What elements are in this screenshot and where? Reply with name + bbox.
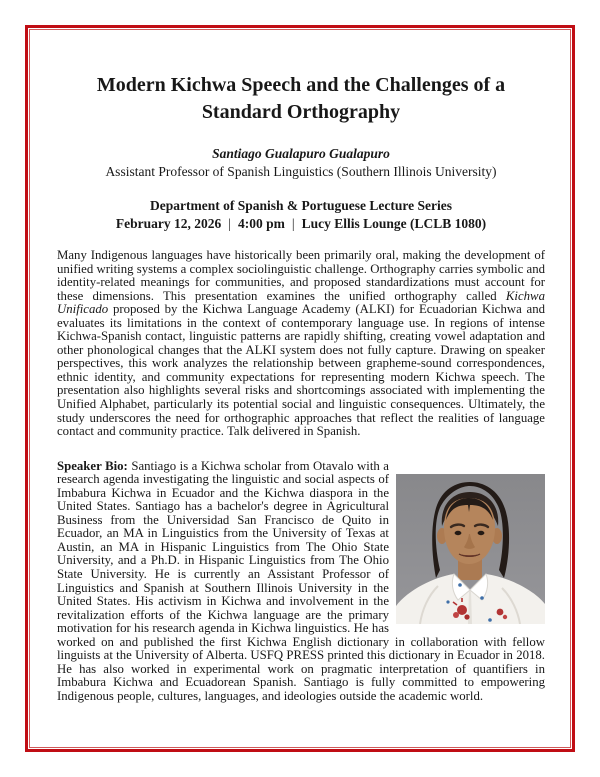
abstract-paragraph [57,249,545,439]
bio-label: Speaker Bio: [57,458,128,473]
event-location: Lucy Ellis Lounge (LCLB 1080) [301,215,487,231]
event-time: 4:00 pm [237,215,285,231]
eye-left [455,530,462,534]
flyer-content [57,64,545,704]
speaker-affiliation: Assistant Professor of Spanish Linguistics (Southern Illinois University) [105,163,497,179]
abstract-text-continued: proposed by the Kichwa Language Academy (ALKI) for Ecuadorian Kichwa and evaluates its limitations in the context of contemporary language use. In regions of intense Kichwa-Spanish contact, linguistic patterns are rapidly shifting, creating vowel adaptation and other phonological changes that the ALKI system does not fully capture. Drawing on speaker perspectives, this work analyzes the relationship between grapheme-sound correspondences, ethnic identity, and community expectations for representing modern Kichwa speech. The presentation also highlights several risks and shortcomings associated with implementing the Unified Alphabet, particularly its potential social and linguistic consequences. Ultimately, the study underscores the need for orthographic approaches that reflect the realities of language contact and community practice. Talk delivered in Spanish. [57,302,545,439]
speaker-photo [396,474,545,624]
event-block [57,197,545,232]
separator-bar: | [228,215,231,231]
abstract-text: Many Indigenous languages have historically been primarily oral, making the development of unified writing systems a complex sociolinguistic challenge. Orthography carries symbolic and identity-related meanings for communities, and proposed standardizations must account for these dimensions. This presentation examines the unified orthography called [57,248,545,303]
separator-bar: | [291,215,295,231]
speaker-block [57,145,545,180]
speaker-bio-section [57,460,545,704]
speaker-name: Santiago Gualapuro Gualapuro [212,146,390,161]
lecture-series-title: Department of Spanish & Portuguese Lecture Series [150,198,452,213]
page-title: Modern Kichwa Speech and the Challenges of a Standard Orthography [96,74,506,123]
abstract-italic-phrase: Kichwa Unificado [57,288,545,317]
eye-right [478,530,485,534]
event-date: February 12, 2026 [115,215,222,231]
event-datetime-line [57,215,545,233]
bio-text: Santiago is a Kichwa scholar from Otavalo with a research agenda investigating the linguistic and social aspects of Imbabura Kichwa in Ecuador and the Kichwa diaspora in the United States. Santiago has a bachelor's degree in Agricultural Business from the Universidad San Francisco de Quito in Ecuador, an MA in Linguistics from the University of Texas at Austin, an MA in Hispanic Linguistics from The Ohio State University, and a Ph.D. in Hispanic Linguistics from The Ohio State University. He is currently an Assistant Professor of Linguistics and Spanish at Southern Illinois University in the United States. His activism in Kichwa and involvement in the revitalization efforts of the Kichwa language are the primary motivation for his research agenda in Kichwa linguistics. He has worked on and published the first Kichwa English dictionary in collaboration with fellow linguists at the University of Alberta. USFQ PRESS printed this dictionary in Ecuador in 2018. He has also worked in experimental work on pragmatic interpretation of quantifiers in Imbabura Kichwa and Ecuadorean Spanish. Santiago is fully committed to empowering Indigenous people, cultures, languages, and ideologies outside the academic world. [57,458,545,703]
